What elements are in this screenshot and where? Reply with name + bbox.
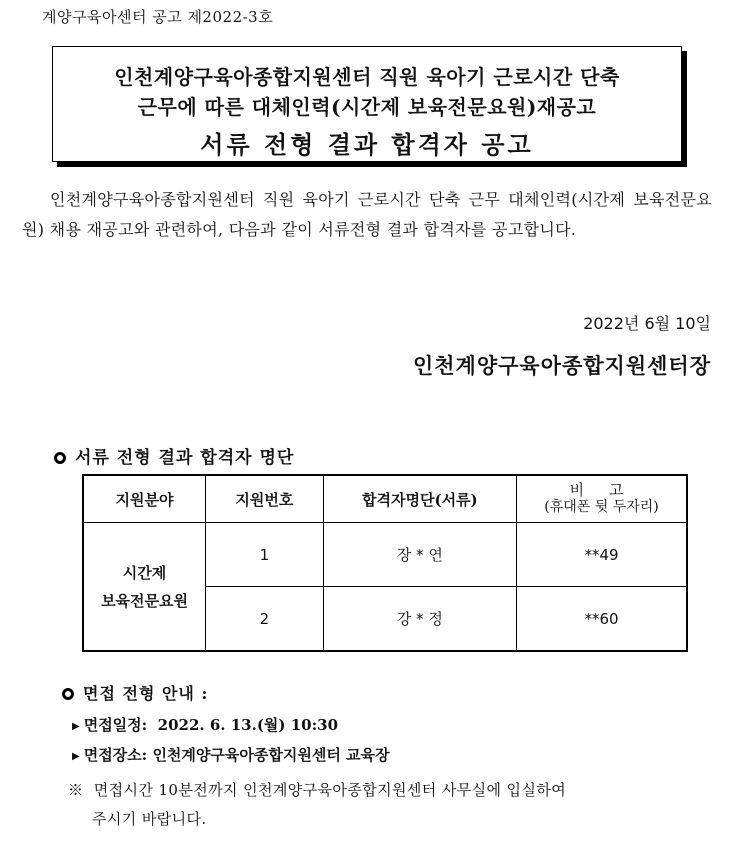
location-label: 면접장소: (83, 746, 148, 764)
applicant-note: **49 (517, 523, 688, 587)
location-value: 인천계양구육아종합지원센터 교육장 (152, 746, 390, 764)
schedule-label: 면접일정: (83, 716, 148, 734)
notice-text-1: 면접시간 10분전까지 인천계양구육아종합지원센터 사무실에 입실하여 (93, 781, 567, 799)
interview-notice (68, 776, 708, 834)
applicant-name: 강 * 정 (323, 587, 516, 652)
results-heading-text: 서류 전형 결과 합격자 명단 (75, 448, 295, 468)
issuer-name: 인천계양구육아종합지원센터장 (412, 353, 711, 378)
col-header-note (517, 475, 688, 523)
reference-mark-icon: ※ (68, 781, 84, 799)
interview-schedule (72, 714, 338, 735)
table-row (83, 523, 687, 587)
applicant-number: 2 (206, 587, 324, 652)
note-subtitle: (휴대폰 뒷 두자리) (544, 499, 659, 515)
title-line-3: 서류 전형 결과 합격자 공고 (200, 130, 534, 159)
notice-line-1 (68, 776, 708, 805)
title-box (52, 46, 682, 162)
results-table (82, 474, 688, 652)
note-title: 비 고 (569, 481, 634, 499)
title-line-2: 근무에 따른 대체인력(시간제 보육전문요원)재공고 (137, 95, 597, 119)
body-paragraph: 인천계양구육아종합지원센터 직원 육아기 근로시간 단축 근무 대체인력(시간제 보육전문요원) 채용 재공고와 관련하여, 다음과 같이 서류전형 결과 합격자를 공고합니다. (22, 190, 712, 239)
circle-bullet-icon (62, 688, 74, 700)
col-header-number: 지원번호 (206, 475, 324, 523)
interview-section-heading (62, 681, 208, 704)
table-header-row (83, 475, 687, 523)
field-line-1: 시간제 (122, 563, 167, 582)
col-header-field: 지원분야 (83, 475, 206, 523)
results-section-heading (54, 443, 294, 468)
field-line-2: 보육전문요원 (101, 591, 189, 610)
title-line-1: 인천계양구육아종합지원센터 직원 육아기 근로시간 단축 (114, 65, 620, 89)
announcement-date: 2022년 6월 10일 (583, 314, 711, 333)
document-number: 계양구육아센터 공고 제2022-3호 (42, 8, 274, 26)
col-header-name: 합격자명단(서류) (323, 475, 516, 523)
triangle-bullet-icon: ▶ (72, 751, 80, 762)
notice-line-2: 주시기 바랍니다. (92, 810, 207, 828)
applicant-note: **60 (517, 587, 688, 652)
interview-location (72, 744, 390, 765)
circle-bullet-icon (54, 452, 66, 464)
field-cell (83, 523, 206, 652)
schedule-value: 2022. 6. 13.(월) 10:30 (157, 716, 339, 734)
triangle-bullet-icon: ▶ (72, 721, 80, 732)
applicant-number: 1 (206, 523, 324, 587)
interview-heading-text: 면접 전형 안내 : (83, 684, 209, 703)
applicant-name: 장 * 연 (323, 523, 516, 587)
